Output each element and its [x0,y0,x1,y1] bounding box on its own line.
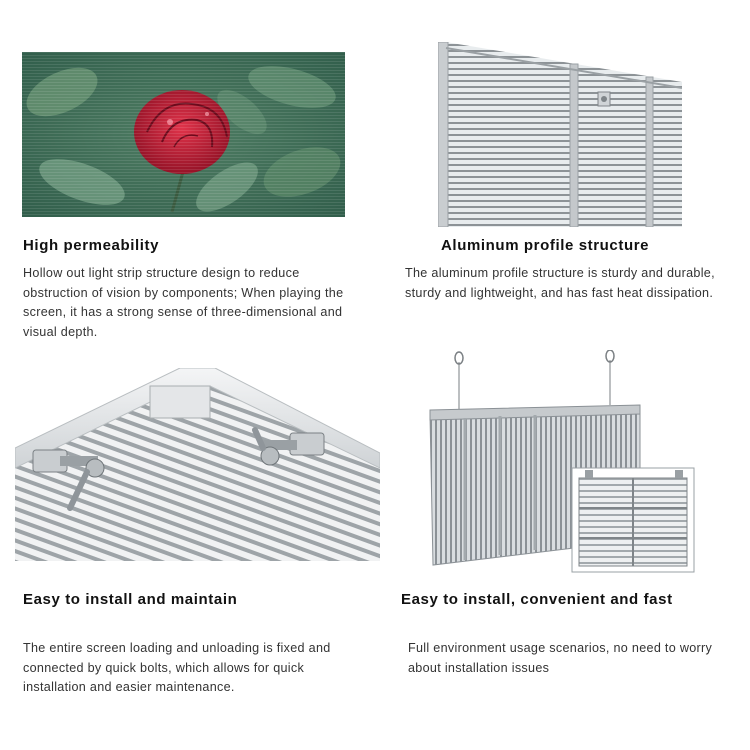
feature-2-title: Aluminum profile structure [441,237,650,254]
quick-bolt-image [15,368,380,561]
feature-3-description: The entire screen loading and unloading is fixed and connected by quick bolts, which allows for quick installation and easier maintenance. [23,641,331,694]
feature-2-description: The aluminum profile structure is sturdy and durable, sturdy and lightweight, and has fast heat dissipation. [405,266,715,300]
feature-4-title: Easy to install, convenient and fast [401,591,673,608]
feature-1-title: High permeability [23,237,160,254]
aluminum-profile-image [438,42,682,227]
feature-4-description: Full environment usage scenarios, no need to worry about installation issues [408,641,713,675]
rose-display-image [22,52,345,217]
feature-3-title: Easy to install and maintain [23,591,238,608]
hanging-install-image [425,350,710,580]
feature-1-description: Hollow out light strip structure design to reduce obstruction of vision by components; When playing the screen, it has a strong sense of three-dimensional and visual depth. [23,266,344,339]
